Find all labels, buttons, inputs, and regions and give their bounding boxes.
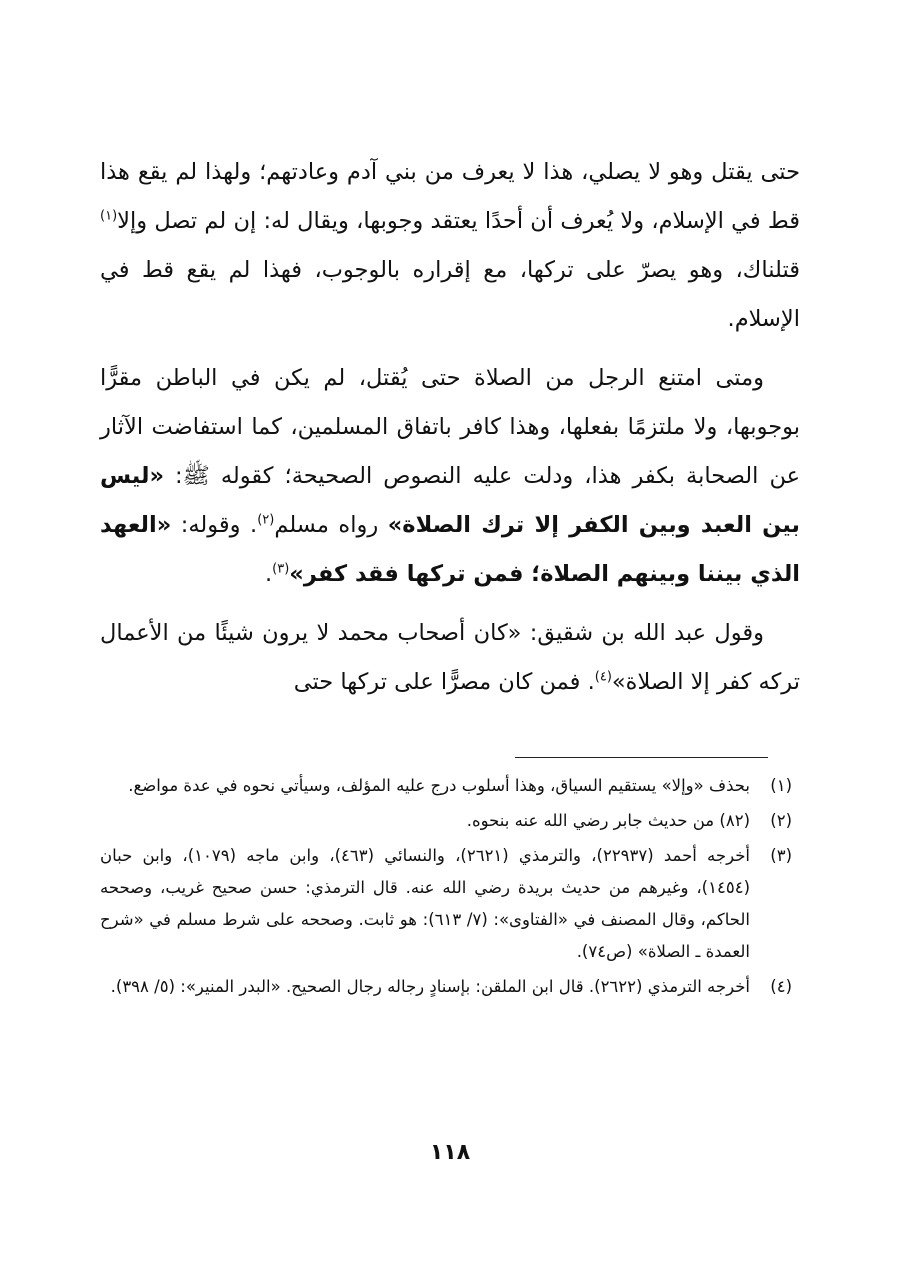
- hadith-quote-1: «ليس بين العبد وبين الكفر إلا ترك الصلاة»: [100, 463, 801, 538]
- paragraph-2-text-b: رواه مسلم: [274, 512, 388, 538]
- footnote-4: [100, 971, 792, 1003]
- footnote-text: بحذف «وإلا» يستقيم السياق، وهذا أسلوب درج عليه المؤلف، وسيأتي نحوه في عدة مواضع.: [128, 776, 750, 795]
- paragraph-2-text-c: . وقوله:: [171, 512, 258, 538]
- footnote-text: أخرجه أحمد (٢٢٩٣٧)، والترمذي (٢٦٢١)، والنسائي (٤٦٣)، وابن ماجه (١٠٧٩)، وابن حبان (١٤٥٤)، وغيرهم من حديث بريدة رضي الله عنه. قال الترمذي: حسن صحيح غريب، وصححه الحاكم، وقال المصنف في «الفتاوى»: (٧/ ٦١٣): هو ثابت. وصححه على شرط مسلم في «شرح العمدة ـ الصلاة» (ص٧٤).: [100, 846, 750, 961]
- paragraph-3: [100, 609, 800, 707]
- paragraph-2-text-d: .: [265, 561, 273, 587]
- footnote-text: (٨٢) من حديث جابر رضي الله عنه بنحوه.: [466, 811, 750, 830]
- paragraph-1-text-b: قتلناك، وهو يصرّ على تركها، مع إقراره بالوجوب، فهذا لم يقع قط في الإسلام.: [100, 257, 800, 332]
- footnote-3: [100, 840, 792, 968]
- footnote-number: (٢): [770, 811, 792, 830]
- hadith-quote-2: «العهد الذي بيننا وبينهم الصلاة؛ فمن تركها فقد كفر»: [100, 512, 800, 587]
- footnote-ref-1[interactable]: (١): [100, 208, 118, 224]
- footnote-ref-4[interactable]: (٤): [594, 669, 612, 685]
- paragraph-3-text-a: وقول عبد الله بن شقيق: «كان أصحاب محمد لا يرون شيئًا من الأعمال تركه كفر إلا الصلاة»: [100, 620, 800, 695]
- footnote-number: (٤): [770, 977, 792, 996]
- footnote-number: (٣): [770, 846, 792, 865]
- footnote-separator: [515, 757, 768, 758]
- footnote-2: [100, 805, 792, 837]
- footnote-1: [100, 770, 792, 802]
- paragraph-3-text-b: . فمن كان مصرًّا على تركها حتى: [293, 669, 595, 695]
- footnote-number: (١): [770, 776, 792, 795]
- paragraph-2: [100, 354, 800, 599]
- page-number: ١١٨: [429, 1140, 471, 1165]
- paragraph-2-text-a: ومتى امتنع الرجل من الصلاة حتى يُقتل، لم يكن في الباطن مقرًّا بوجوبها، ولا ملتزمًا بفعلها، وهذا كافر باتفاق المسلمين، كما استفاضت الآثار عن الصحابة بكفر هذا، ودلت عليه النصوص الصحيحة؛ كقوله ﷺ:: [100, 365, 800, 489]
- main-text: [100, 148, 800, 707]
- footnote-text: أخرجه الترمذي (٢٦٢٢). قال ابن الملقن: بإسنادٍ رجاله رجال الصحيح. «البدر المنير»: (٥/ ٣٩٨).: [110, 977, 750, 996]
- footnote-ref-3[interactable]: (٣): [272, 561, 290, 577]
- paragraph-1: [100, 148, 800, 344]
- footnotes: [100, 770, 792, 1006]
- footnote-ref-2[interactable]: (٢): [257, 512, 275, 528]
- paragraph-1-text-a: حتى يقتل وهو لا يصلي، هذا لا يعرف من بني آدم وعادتهم؛ ولهذا لم يقع هذا قط في الإسلام، ولا يُعرف أن أحدًا يعتقد وجوبها، ويقال له: إن لم تصل وإلا: [100, 159, 800, 234]
